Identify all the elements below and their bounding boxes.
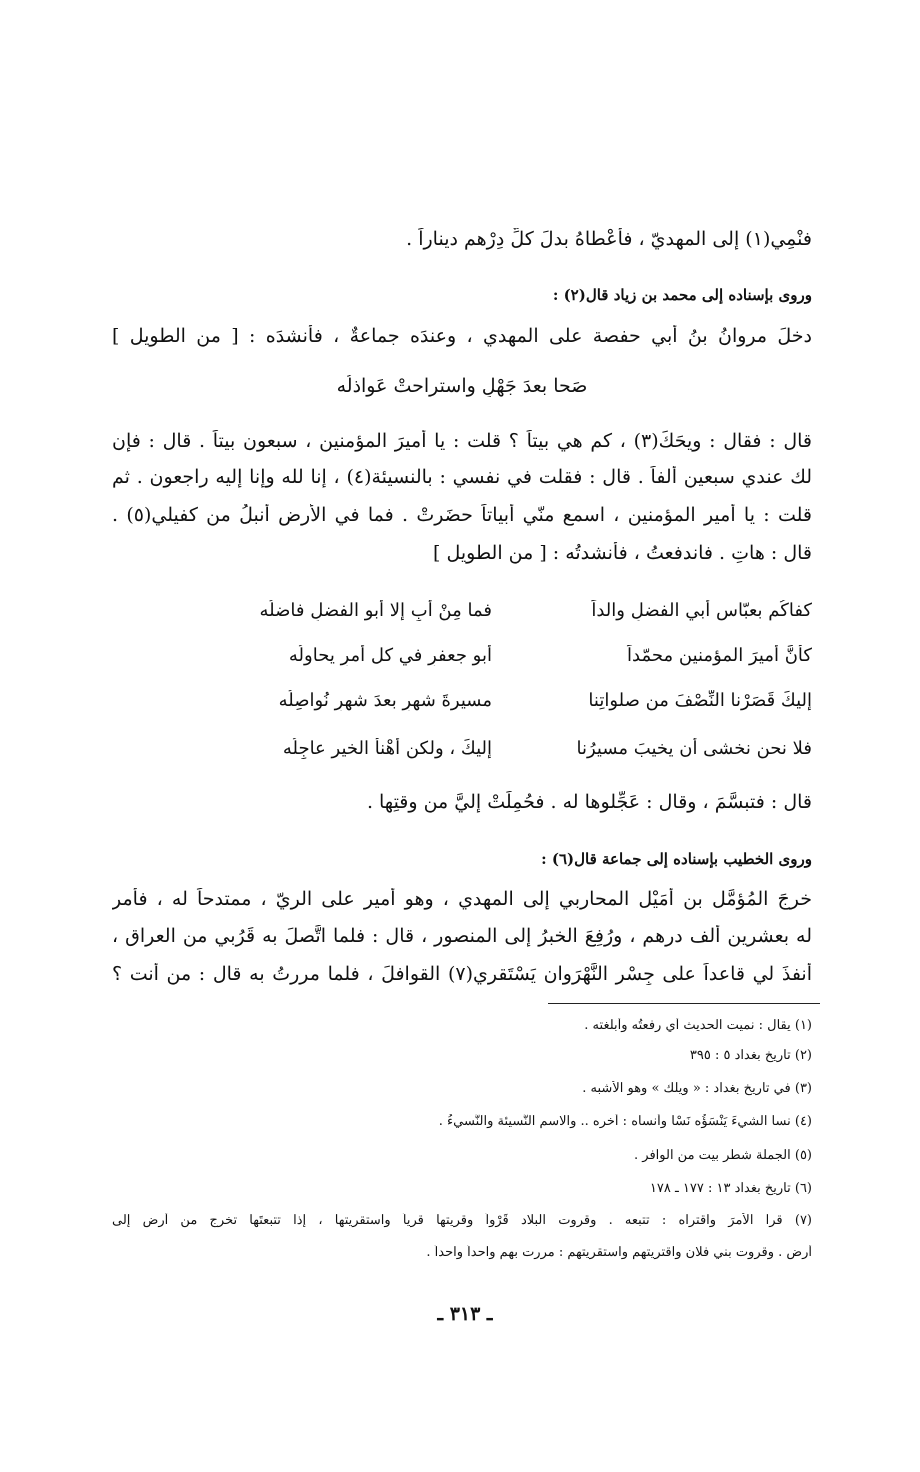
section-heading: وروى الخطيب بإسناده إلى جماعة قال(٦) : [541,850,812,868]
footnote: (٢) تاريخ بغداد ٥ : ٣٩٥ [689,1048,812,1063]
verse-first-hemistich: فلا نحن نخشى أن يخيبَ مسيرُنا [576,738,812,759]
section-heading: وروى بإسناده إلى محمد بن زياد قال(٢) : [552,286,812,304]
footnote: (٦) تاريخ بغداد ١٣ : ١٧٧ ـ ١٧٨ [649,1181,812,1196]
verse-second-hemistich: إليكَ ، ولكن أهْنأُ الخيرِ عاجِلُه [282,738,492,759]
verse-second-hemistich: مسيرةَ شهرٍ بعدَ شهرٍ نُواصِلُه [278,690,492,711]
page-number: ـ ٣١٣ ـ [437,1303,493,1325]
text-line: دخلَ مروانُ بنُ أبي حفصة على المهدي ، وعندَه جماعةٌ ، فأنشدَه : [ من الطويل ] [112,325,812,347]
verse-first-hemistich: إليكَ قَصَرْنا النِّصْفَ من صلواتِنا [588,690,812,711]
text-line: خرجَ المُؤمَّل بن أُمَيْل المحاربي إلى المهدي ، وهو أمير على الريّ ، ممتدحاً له ، فأمر [112,888,812,910]
verse-second-hemistich: أبو جعفرٍ في كل أمرٍ يحاولُه [288,645,492,666]
verse-first-hemistich: كأنَّ أميرَ المؤمنين محمّداً [627,645,812,666]
footnote-continuation: أرض . وقروت بني فلان واقتريتهم واستقريتهم : مررت بهم واحداً واحداً . [426,1245,812,1260]
footnote-separator [548,1003,820,1004]
text-line: فنْمِي(١) إلى المهديّ ، فأعْطاهُ بدلَ كلِّ دِرْهمٍ ديناراً . [406,228,812,250]
text-line: أنفذَ لي قاعداً على جِسْرِ النَّهْرَوان يَسْتَقري(٧) القوافلَ ، فلما مررتُ به قال : من أنت ؟ [112,963,812,985]
footnote: (٥) الجملة شطر بيت من الوافر . [634,1148,812,1163]
footnote: (١) يقال : نميت الحديث أي رفعتُه وأبلغته . [584,1018,812,1033]
text-line: قال : فتبسَّمَ ، وقال : عَجِّلوها له . فحُمِلَتْ إليَّ من وقتِها . [366,791,812,813]
text-line: لك عندي سبعين ألفاً . قال : فقلت في نفسي : بالنسيئة(٤) ، إنا لله وإنا إليه راجعون . ثم [112,466,812,488]
footnote: (٣) في تاريخ بغداد : « ويلك » وهو الأشبه . [582,1081,812,1096]
verse-line: صَحا بعدَ جَهْلٍ واستراحتْ عَواذلُه [336,375,588,397]
text-line: له بعشرين ألف درهم ، ورُفِعَ الخبرُ إلى المنصور ، قال : فلما اتَّصلَ به قَرُبي من العراق ، [112,925,812,947]
footnote: (٧) قرا الأمرَ واقتراه : تتبعه . وقروت البلاد قَرْواً وقريتها قرياً واستقريتها ، إذا تتبعتَها تخرج من أرض إلى [112,1213,812,1228]
text-line: قلت : يا أمير المؤمنين ، اسمع منّي أبياتاً حضَرتْ . فما في الأرض أنبلُ من كفيلي(٥) . [112,504,812,526]
verse-second-hemistich: فما مِنْ أبٍ إلا أبو الفضلِ فاضلُه [259,600,492,621]
verse-first-hemistich: كفاكُم بعبّاسٍ أبي الفضلِ والداً [591,600,812,621]
footnote: (٤) نسأ الشيءَ يَنْسَؤُه نَسْأً وأنسأه : أخره .. والاسم النَّسيئة والنَّسيءُ . [438,1114,812,1129]
text-line: قال : هاتِ . فاندفعتُ ، فأنشدتُه : [ من الطويل ] [433,542,812,564]
text-line: قال : فقال : ويحَكَ(٣) ، كم هي بيتاً ؟ قلت : يا أميرَ المؤمنين ، سبعون بيتاً . قال : فإن [112,430,812,452]
